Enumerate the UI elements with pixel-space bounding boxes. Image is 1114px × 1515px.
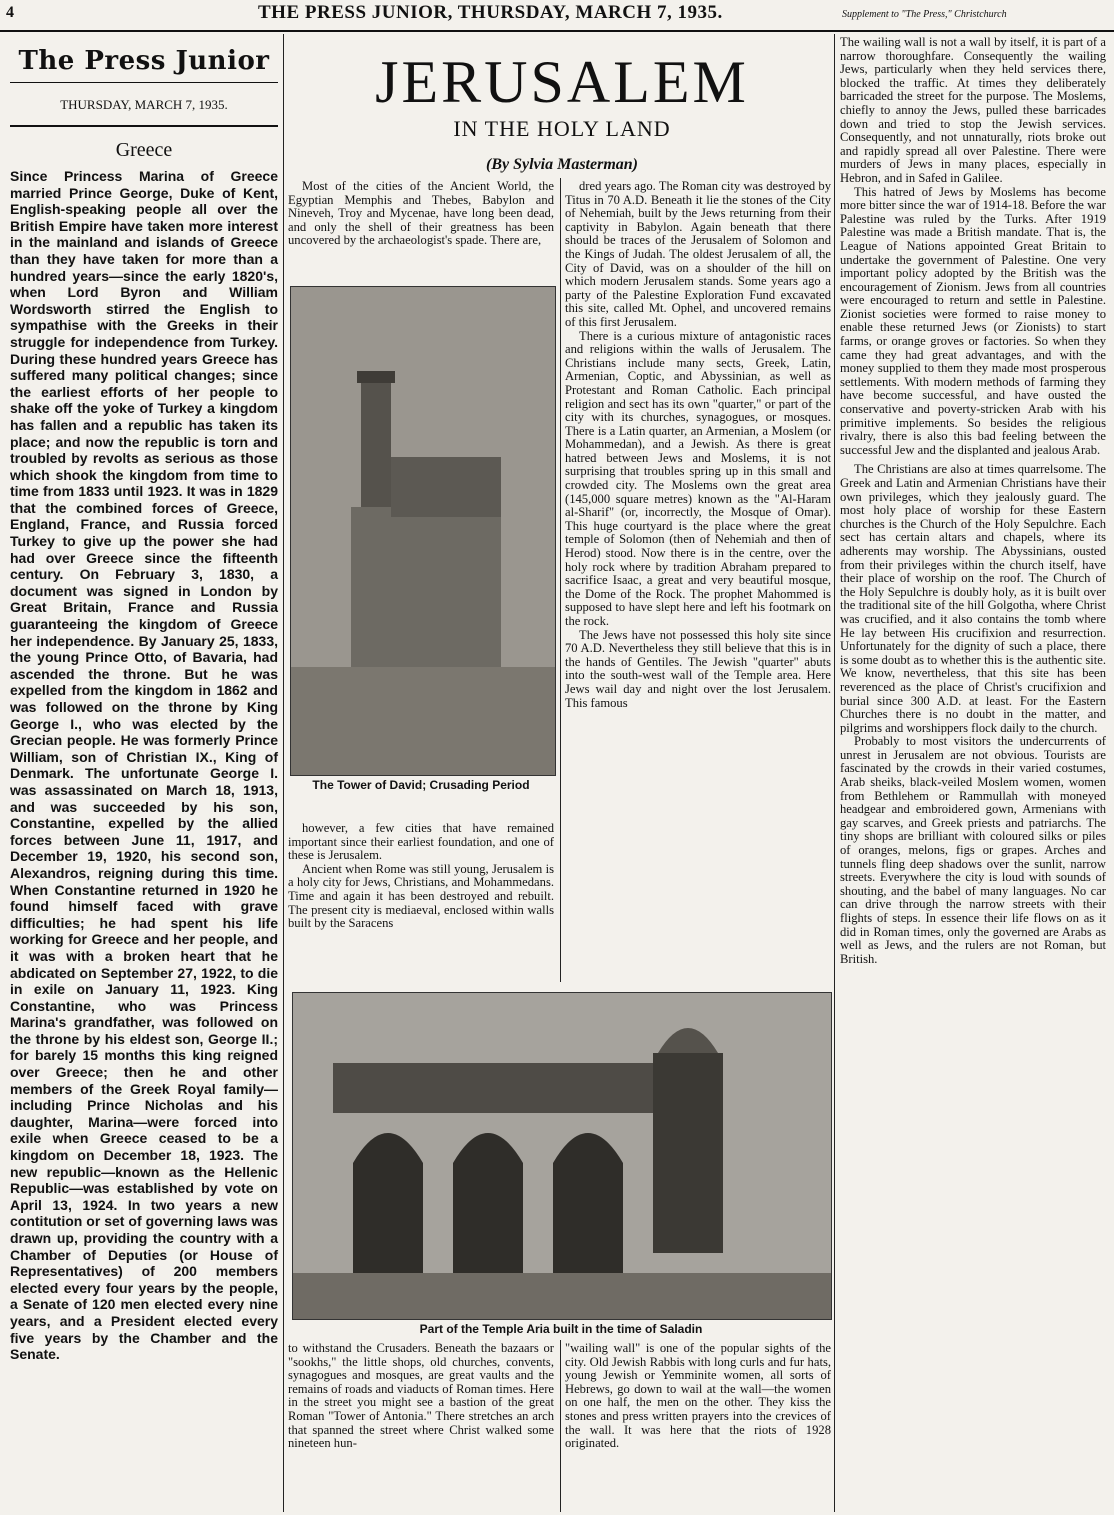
article-paragraph: "wailing wall" is one of the popular sights of the city. Old Jewish Rabbis with long curls and fur hats, young Jewish or Yemminite women, all sorts of Hebrews, go down to wail at the wall—the women on one half, the men on the other. They kiss the stones and press written prayers into the crevices of the wall. It was here that the riots of 1928 originated. bbox=[565, 1341, 831, 1451]
article-paragraph: Ancient when Rome was still young, Jerusalem is a holy city for Jews, Christians, and Mohammedans. Time and again it has been destroyed and rebuilt. The present city is mediaeval, enclosed within walls built by the Saracens bbox=[288, 861, 554, 931]
column-rule bbox=[283, 34, 284, 1512]
column-rule bbox=[560, 178, 561, 982]
newspaper-logo: The Press Junior bbox=[10, 36, 278, 83]
running-head: THE PRESS JUNIOR, THURSDAY, MARCH 7, 1935. bbox=[258, 2, 723, 23]
photo1-caption: The Tower of David; Crusading Period bbox=[312, 778, 530, 792]
left-column bbox=[10, 36, 278, 1363]
article-paragraph: There is a curious mixture of antagonistic races and religions within the walls of Jerusalem. The Christians include many sects, Greek, Latin, Armenian, Coptic, and Abyssinian, as well as Protestant and Roman Catholic. Each principal religion and sect has its own "quarter," or part of the city with its churches, synagogues, or mosques. There is a Latin quarter, an Armenian, a Moslem (or Mohammedan), and a Jewish. As there is great hatred between Jews and Moslems, it is not surprising that troubles spring up in this small and crowded city. The Moslems own the great area (145,000 square metres) known as the "Al-Haram al-Sharif" (or, incorrectly, the Mosque of Omar). This huge courtyard is the place where the great temple of Solomon (then of Nehemiah and then of Herod) stood. Now there is in the centre, over the holy rock where by tradition Abraham prepared to sacrifice Isaac, a great and very beautiful mosque, the Dome of the Rock. The prophet Mahommed is supposed to have slept here and left his footmark on the rock. bbox=[565, 328, 831, 628]
article-paragraph: to withstand the Crusaders. Beneath the bazaars or "sookhs," the little shops, old churches, convents, synagogues and mosques, are great vaults and the remains of roads and viaducts of Roman times. Here in the street you might see a bastion of the great Roman "Tower of Antonia." There stretches an arch that spanned the street where Christ walked some nineteen hun- bbox=[288, 1341, 554, 1451]
greece-article-body: Since Princess Marina of Greece married Prince George, Duke of Kent, English-speaking people all over the British Empire have taken more interest in the mainland and islands of Greece than they have taken for more than a hundred years—since the early 1820's, when Lord Byron and William Wordsworth stirred the English to sympathise with the Greeks in their struggle for independence from Turkey. During these hundred years Greece has suffered many political changes; since the earliest efforts of her people to shake off the yoke of Turkey a kingdom has fallen and a republic has taken its place; and now the republic is torn and troubled by revolts as serious as those which shook the kingdom from time to time from 1833 until 1923. It was in 1829 that the combined forces of Greece, England, France, and Russia forced Turkey to give up the power she had had over Greece since the fifteenth century. On February 3, 1830, a document was signed in London by Great Britain, France and Russia guaranteeing the kingdom of Greece her independence. By January 25, 1833, the young Prince Otto, of Bavaria, had ascended the throne. But he was expelled from the kingdom in 1862 and was followed on the throne by King George I., who was elected by the Grecian people. He was formerly Prince William, son of Christian IX., King of Denmark. The unfortunate George I. was assassinated on March 18, 1913, and was succeeded by his son, Constantine, expelled by the allied forces between June 11, 1917, and December 19, 1920, his second son, Alexandros, reigning during this time. When Constantine returned in 1920 he found himself faced with grave difficulties; he had spent his life working for Greece and her people, and it was with a broken heart that he abdicated on September 27, 1922, to die in exile on January 11, 1923. King Constantine, who was Princess Marina's grandfather, was followed on the throne by his eldest son, George II.; for barely 15 months this king reigned over Greece; then he and other members of the Greek Royal family—including Prince Nicholas and his daughter, Marina—were forced into exile when Greece ceased to be a kingdom on December 18, 1923. The new republic—known as the Hellenic Republic—was established by vote on April 13, 1924. In two years a new contitution or set of governing laws was drawn up, providing the country with a Chamber of Deputies (or House of Representatives) of 200 members elected every four years by the people, a Senate of 120 men elected every nine years, and a President elected every five years by the Chamber and the Senate. bbox=[10, 168, 278, 1363]
article-bottom-left bbox=[288, 1342, 554, 1451]
article-paragraph: The wailing wall is not a wall by itself, it is part of a narrow thoroughfare. Consequently the wailing Jews, particularly when they held services there, blocked the traffic. At times they deliberately barricaded the street for the purpose. The Moslems, chiefly to annoy the Jews, pulled these barricades down and tried to stop the Jewish services. Consequently, and not unnaturally, riots broke out and rapidly spread all over Palestine. There were murders of Jews in many places, especially in Hebron, and in Safed in Galilee. bbox=[840, 35, 1106, 185]
column-rule bbox=[560, 1340, 561, 1512]
article-byline: (By Sylvia Masterman) bbox=[486, 156, 638, 173]
article-column-1-bottom bbox=[288, 822, 554, 931]
tower-illustration bbox=[291, 287, 555, 775]
column-rule bbox=[834, 34, 835, 1512]
greece-title: Greece bbox=[115, 139, 173, 161]
photo2-caption: Part of the Temple Aria built in the time of Saladin bbox=[419, 1322, 703, 1336]
tower-of-david-photo bbox=[290, 286, 556, 776]
arches-illustration bbox=[293, 993, 831, 1319]
page-number: 4 bbox=[6, 4, 14, 21]
article-paragraph: The Christians are also at times quarrelsome. The Greek and Latin and Armenian Christians have their own privileges, which they jealously guard. The most holy place of worship for these Eastern churches is the Church of the Holy Sepulchre. Each sect has certain altars and chapels, where its adherents may worship. The Abyssinians, ousted from their privileges within the church itself, have their place of worship on the roof. The Church of the Holy Sepulchre is doubly holy, as it is built over the traditional site of the hill Golgotha, where Christ was crucified, and it also contains the tomb where He lay between His crucifixion and resurrection. Unfortunately for the dignity of such a place, there is some doubt as to whether this is the authentic site. We know, nevertheless, that this site has been reverenced as the place of Christ's crucifixion and burial since 300 A.D. at least. For the Eastern Churches there is no doubt in the matter, and pilgrims and worshippers flock daily to the church. bbox=[840, 462, 1106, 735]
article-headline: JERUSALEM bbox=[375, 49, 749, 115]
article-headline-block bbox=[288, 36, 836, 174]
article-paragraph: however, a few cities that have remained important since their earliest foundation, and one of these is Jerusalem. bbox=[288, 821, 554, 863]
article-column-3 bbox=[840, 36, 1106, 966]
article-column-2 bbox=[565, 180, 831, 710]
temple-area-photo bbox=[292, 992, 832, 1320]
article-bottom-right bbox=[565, 1342, 831, 1451]
article-paragraph: The Jews have not possessed this holy site since 70 A.D. Nevertheless they still believe that this is in the hands of Gentiles. The Jewish "quarter" abuts into the south-west wall of the Temple area. Here Jews wail day and night over the lost Jerusalem. This famous bbox=[565, 627, 831, 710]
article-paragraph: Probably to most visitors the undercurrents of unrest in Jerusalem are not obvious. Tourists are fascinated by the crowds in their varied costumes, Arab sheiks, black-veiled Moslem women, women from Bethlehem or Rammullah with moneyed headgear and embroidered gown, Armenians with gay scarves, and Greek priests and patriarchs. The tiny shops are brilliant with coloured silks or piles of oranges, melons, figs or grapes. Arches and tunnels fling deep shadows over the sunlit, narrow streets. Everywhere the city is loud with sounds of shouting, and the babel of many languages. No car can drive through the narrow streets with their flights of steps. In essence their life flows on as it did in Roman times, only the governed are Arabs as well as Jews, and the rulers are not Roman, but British. bbox=[840, 734, 1106, 966]
dateline: THURSDAY, MARCH 7, 1935. bbox=[10, 83, 278, 127]
article-paragraph: Most of the cities of the Ancient World, the Egyptian Memphis and Thebes, Babylon and Nineveh, Troy and Mycenae, have long been dead, and only the shell of their greatness has been uncovered by the archaeologist's spade. There are, bbox=[288, 179, 554, 248]
article-subhead: IN THE HOLY LAND bbox=[453, 116, 671, 141]
supplement-note: Supplement to "The Press," Christchurch bbox=[842, 9, 1007, 20]
article-paragraph: dred years ago. The Roman city was destroyed by Titus in 70 A.D. Beneath it lie the stones of the City of Nehemiah, built by the Jews returning from their captivity in Babylon. Again beneath that there should be traces of the Jerusalem of Solomon and the Kings of Judah. The oldest Jerusalem of all, the City of David, was on a shoulder of the hill on which modern Jerusalem stands. Some years ago a party of the Palestine Exploration Fund excavated this site, called Mt. Ophel, and uncovered remains of this first Jerusalem. bbox=[565, 179, 831, 329]
article-paragraph: This hatred of Jews by Moslems has become more bitter since the war of 1914-18. Before the war Palestine was ruled by the Turks. After 1919 Palestine was made a British mandate. That is, the League of Nations appointed Great Britain to undertake the government of Palestine. One very important policy adopted by the British was the encouragement of Zionism. Jews from all countries were encouraged to return and settle in Palestine. Zionist societies were formed to raise money to enable these returned Jews (or Zionists) to start farms, or orange groves or factories. So when they came they had great advantages, and with the money supplied to them they made most prosperous settlements. With modern methods of farming they have become successful, and have ousted the conservative and poverty-stricken Arab with his primitive implements. So besides the religious rivalry, there is also this bad feeling between the successful Jew and the displanted and jealous Arab. bbox=[840, 184, 1106, 457]
article-column-1-top bbox=[288, 180, 554, 248]
